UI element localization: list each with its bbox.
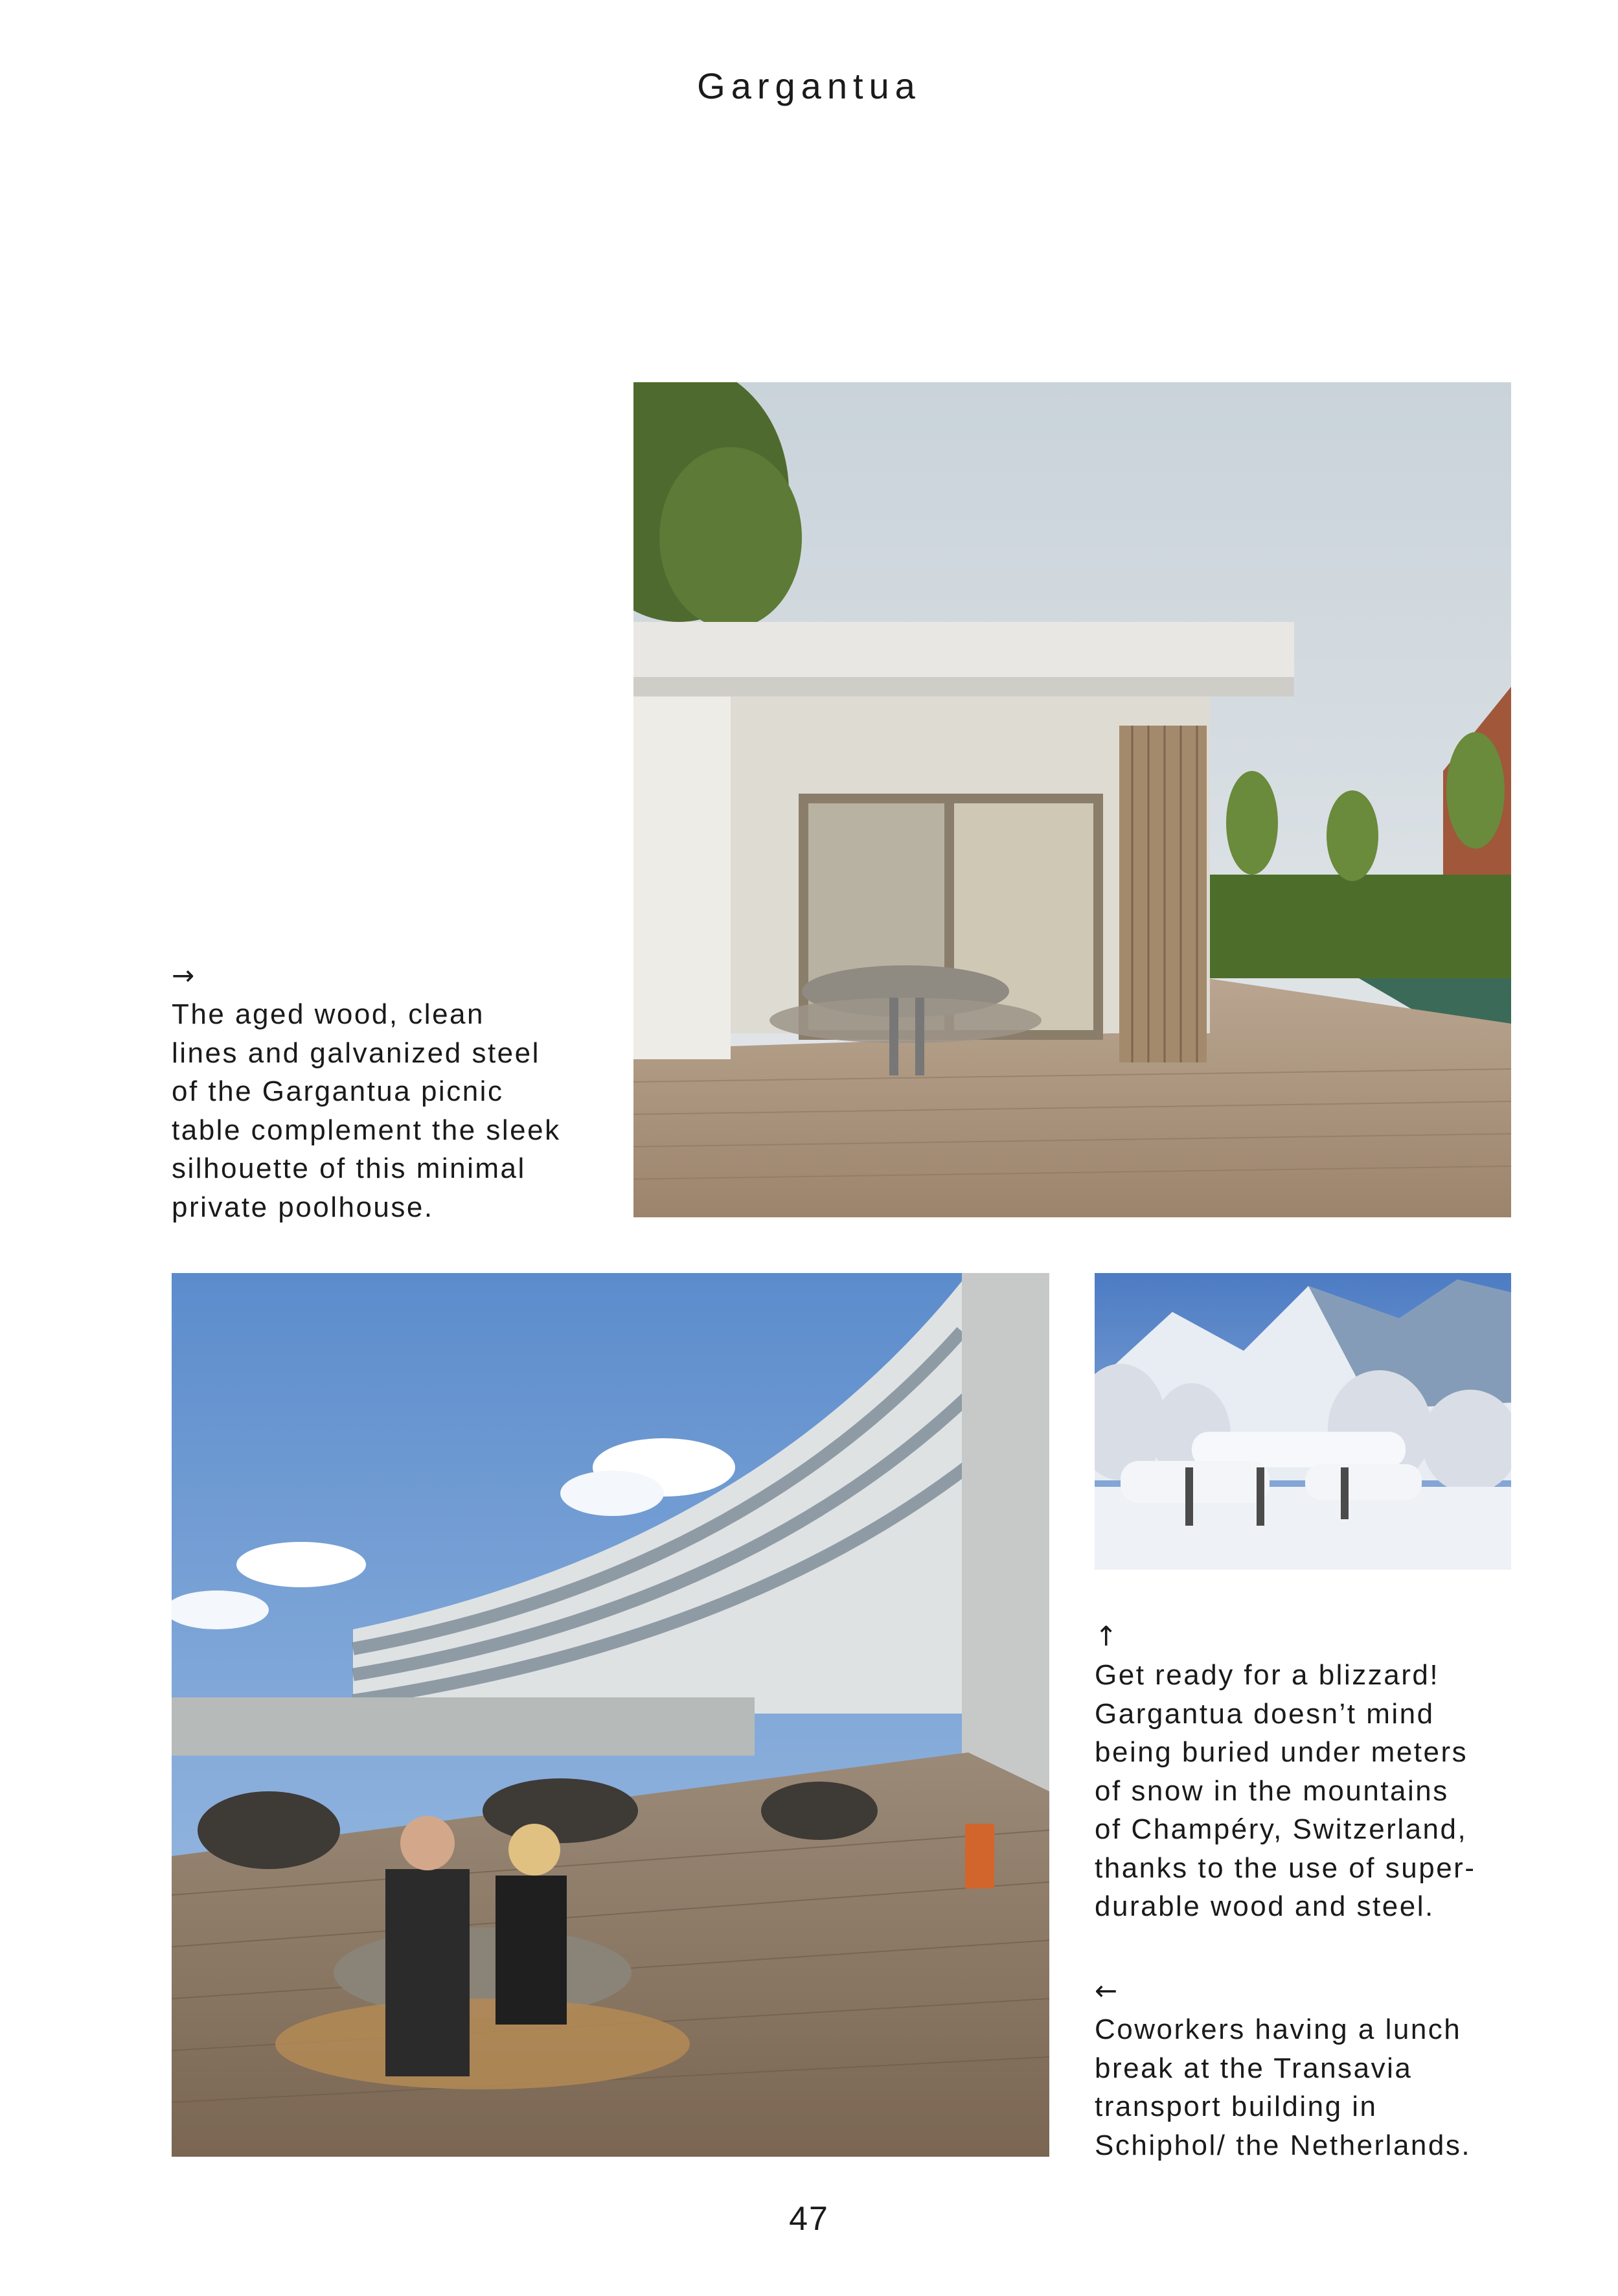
caption-line: Coworkers having a lunch xyxy=(1095,2014,1462,2045)
caption-line: of snow in the mountains xyxy=(1095,1774,1449,1807)
caption-line: private poolhouse. xyxy=(172,1191,434,1223)
caption-line: transport building in xyxy=(1095,2091,1378,2122)
caption-line: Get ready for a blizzard! xyxy=(1095,1659,1440,1691)
caption-line: The aged wood, clean xyxy=(172,998,484,1030)
poolhouse-photo xyxy=(633,382,1511,1217)
snow-picnic-table-photo xyxy=(1095,1273,1511,1570)
office-terrace-photo xyxy=(172,1273,1049,2157)
poolhouse-caption xyxy=(172,956,619,1226)
caption-line: lines and galvanized steel xyxy=(172,1037,540,1069)
arrow-right-icon: → xyxy=(172,959,196,991)
caption-line: Gargantua doesn’t mind xyxy=(1095,1697,1435,1730)
arrow-up-icon: ↑ xyxy=(1095,1620,1119,1652)
page-number: 47 xyxy=(789,2200,829,2238)
caption-line: silhouette of this minimal xyxy=(172,1153,526,1184)
caption-line: being buried under meters xyxy=(1095,1736,1468,1768)
terrace-caption xyxy=(1095,1971,1542,2164)
caption-line: thanks to the use of super- xyxy=(1095,1852,1476,1884)
caption-line: durable wood and steel. xyxy=(1095,1890,1435,1922)
caption-line: break at the Transavia xyxy=(1095,2052,1413,2084)
caption-line: Schiphol/ the Netherlands. xyxy=(1095,2129,1472,2161)
caption-line: of the Gargantua picnic xyxy=(172,1075,504,1107)
snow-caption xyxy=(1095,1617,1542,1926)
arrow-left-icon: ← xyxy=(1095,1975,1119,2006)
page-header-title: Gargantua xyxy=(697,65,921,106)
caption-line: table complement the sleek xyxy=(172,1114,561,1146)
caption-line: of Champéry, Switzerland, xyxy=(1095,1813,1468,1845)
